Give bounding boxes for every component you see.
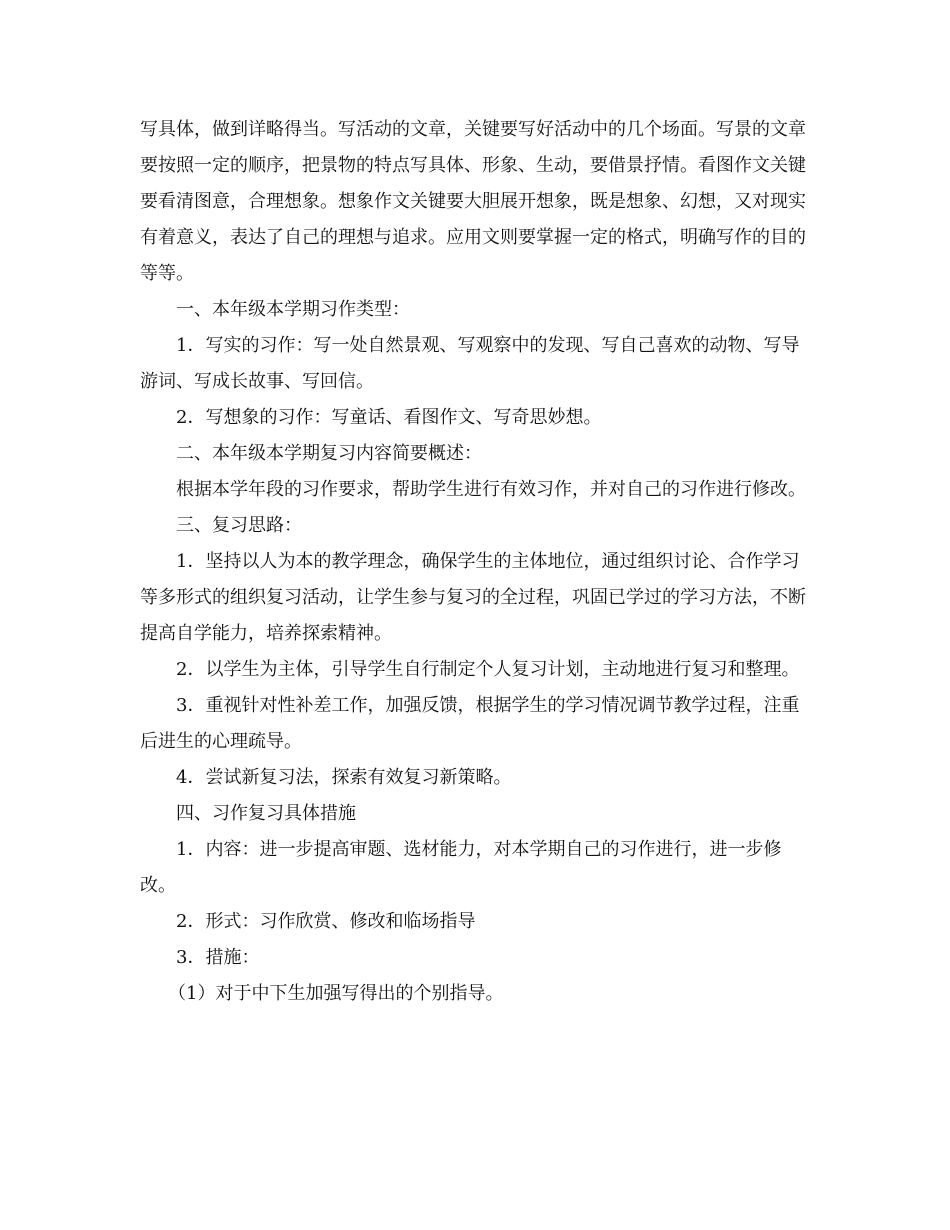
section-3-item-3: 3．重视针对性补差工作，加强反馈，根据学生的学习情况调节教学过程，注重后进生的心理疏导。	[140, 695, 800, 752]
section-3-item-1: 1．坚持以人为本的教学理念，确保学生的主体地位，通过组织讨论、合作学习等多形式的组织复习活动，让学生参与复习的全过程，巩固已学过的学习方法，不断提高自学能力，培养探索精神。	[140, 551, 806, 644]
document-body	[140, 112, 812, 1012]
section-4-item-2: 2．形式：习作欣赏、修改和临场指导	[176, 911, 476, 932]
section-4-item-3: 3．措施：	[176, 947, 260, 968]
section-3-item-2: 2．以学生为主体，引导学生自行制定个人复习计划，主动地进行复习和整理。	[176, 659, 800, 680]
section-heading-4: 四、习作复习具体措施	[176, 803, 356, 824]
section-4-item-1: 1．内容：进一步提高审题、选材能力，对本学期自己的习作进行，进一步修改。	[140, 839, 782, 896]
section-heading-1: 一、本年级本学期习作类型：	[176, 299, 410, 320]
section-2-body: 根据本学年段的习作要求，帮助学生进行有效习作，并对自己的习作进行修改。	[176, 479, 806, 500]
section-heading-3: 三、复习思路：	[176, 515, 302, 536]
section-1-item-2: 2．写想象的习作：写童话、看图作文、写奇思妙想。	[176, 407, 602, 428]
section-heading-2: 二、本年级本学期复习内容简要概述：	[176, 443, 482, 464]
intro-paragraph: 写具体，做到详略得当。写活动的文章，关键要写好活动中的几个场面。写景的文章要按照一定的顺序，把景物的特点写具体、形象、生动，要借景抒情。看图作文关键要看清图意，合理想象。想象作文关键要大胆展开想象，既是想象、幻想，又对现实有着意义，表达了自己的理想与追求。应用文则要掌握一定的格式，明确写作的目的等等。	[140, 119, 806, 284]
section-3-item-4: 4．尝试新复习法，探索有效复习新策略。	[176, 767, 512, 788]
section-4-subitem-1: （1）对于中下生加强写得出的个别指导。	[168, 983, 504, 1004]
section-1-item-1: 1．写实的习作：写一处自然景观、写观察中的发现、写自己喜欢的动物、写导游词、写成长故事、写回信。	[140, 335, 800, 392]
